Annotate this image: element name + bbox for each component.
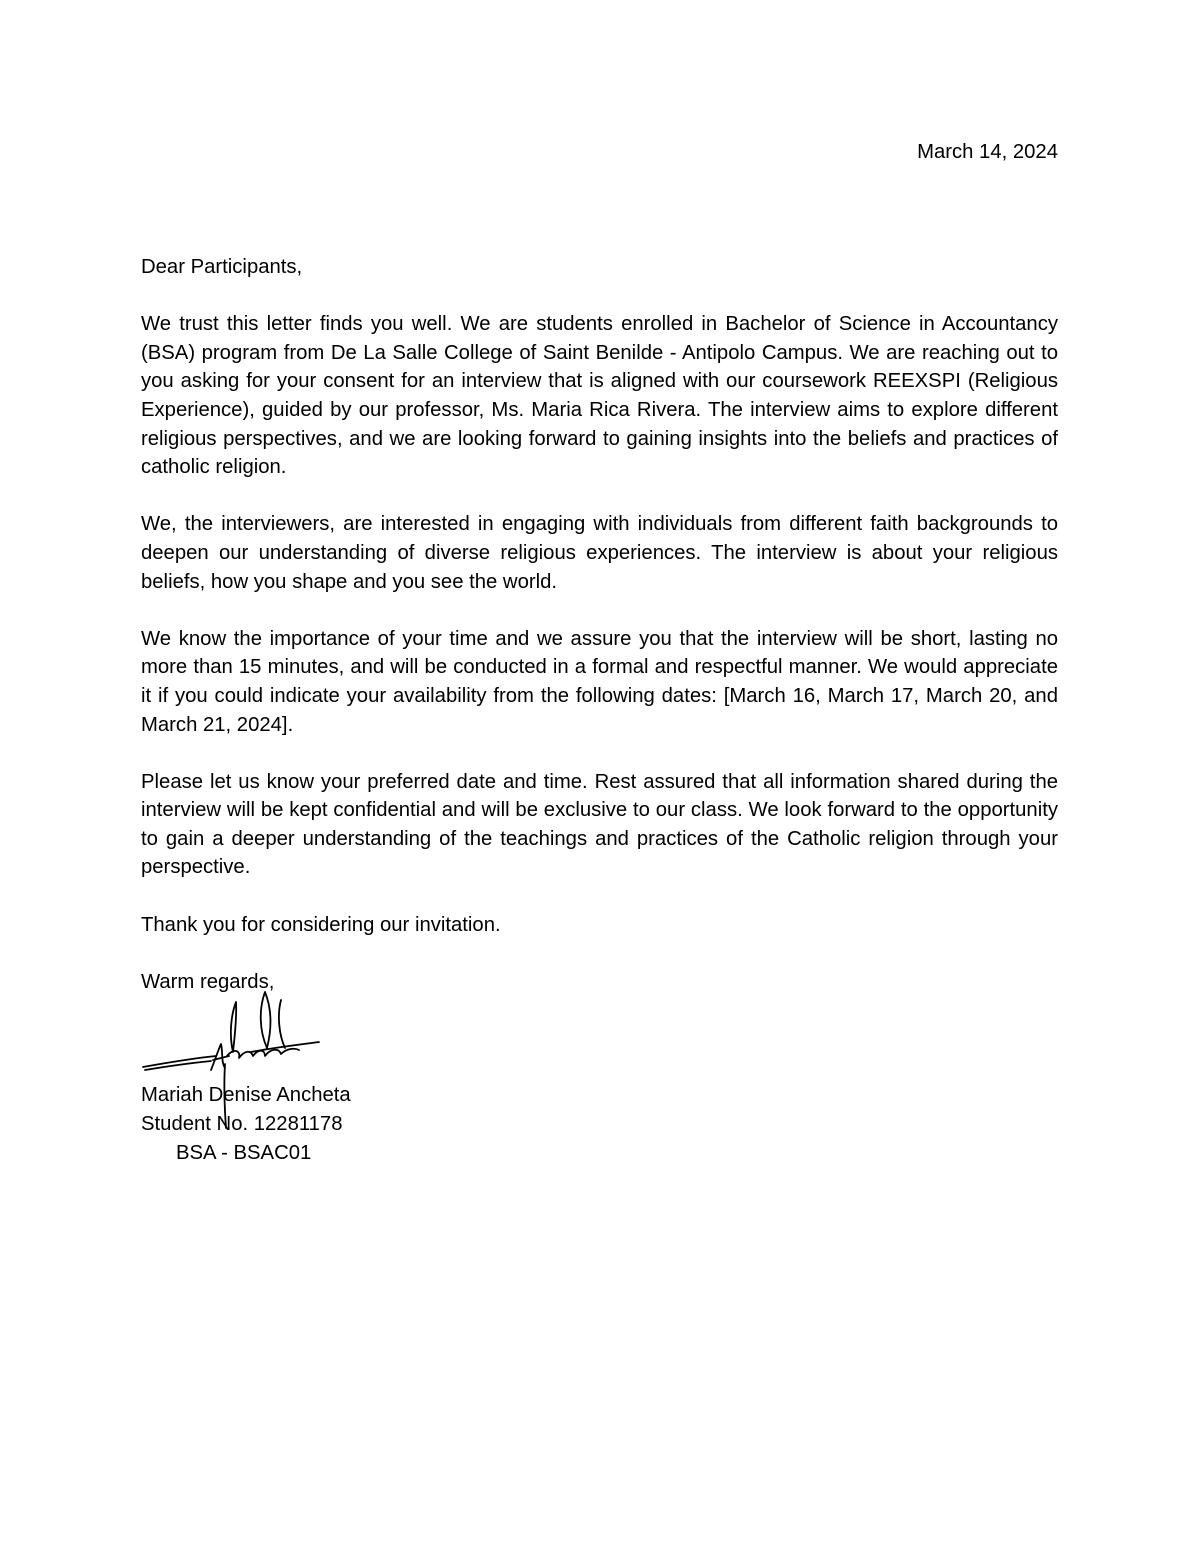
regards-line: Warm regards,	[141, 970, 275, 993]
signer-student-number: Student No. 12281178	[141, 1113, 343, 1136]
letter-date: March 14, 2024	[917, 141, 1058, 163]
paragraph-3: We know the importance of your time and we assure you that the interview will be short, lasting no more than 15 minutes, and will be conducted in a formal and respectful manner. We would appreciate it if you could indicate your availability from the following dates: [March 16, March 17, March 20, and March 21, 2024].	[141, 627, 1058, 736]
paragraph-2: We, the interviewers, are interested in engaging with individuals from different faith backgrounds to deepen our understanding of diverse religious experiences. The interview is about your religious beliefs, how you shape and you see the world.	[141, 513, 1058, 593]
signature-area	[141, 996, 1058, 1081]
salutation: Dear Participants,	[141, 256, 303, 278]
signer-name: Mariah Denise Ancheta	[141, 1084, 351, 1107]
paragraph-4: Please let us know your preferred date and time. Rest assured that all information shared during the interview will be kept confidential and will be exclusive to our class. We look forward to the opportunity to gain a deeper understanding of the teachings and practices of the Catholic religion through your perspective.	[141, 770, 1058, 879]
signer-block	[141, 1081, 1058, 1167]
paragraph-1: We trust this letter finds you well. We are students enrolled in Bachelor of Science in Accountancy (BSA) program from De La Salle College of Saint Benilde - Antipolo Campus. We are reaching out to you asking for your consent for an interview that is aligned with our coursework REEXSPI (Religious Experience), guided by our professor, Ms. Maria Rica Rivera. The interview aims to explore different religious perspectives, and we are looking forward to gaining insights into the beliefs and practices of catholic religion.	[141, 313, 1058, 479]
closing-line: Thank you for considering our invitation.	[141, 913, 501, 936]
letter-body	[141, 138, 1058, 1167]
signer-program: BSA - BSAC01	[176, 1141, 312, 1164]
